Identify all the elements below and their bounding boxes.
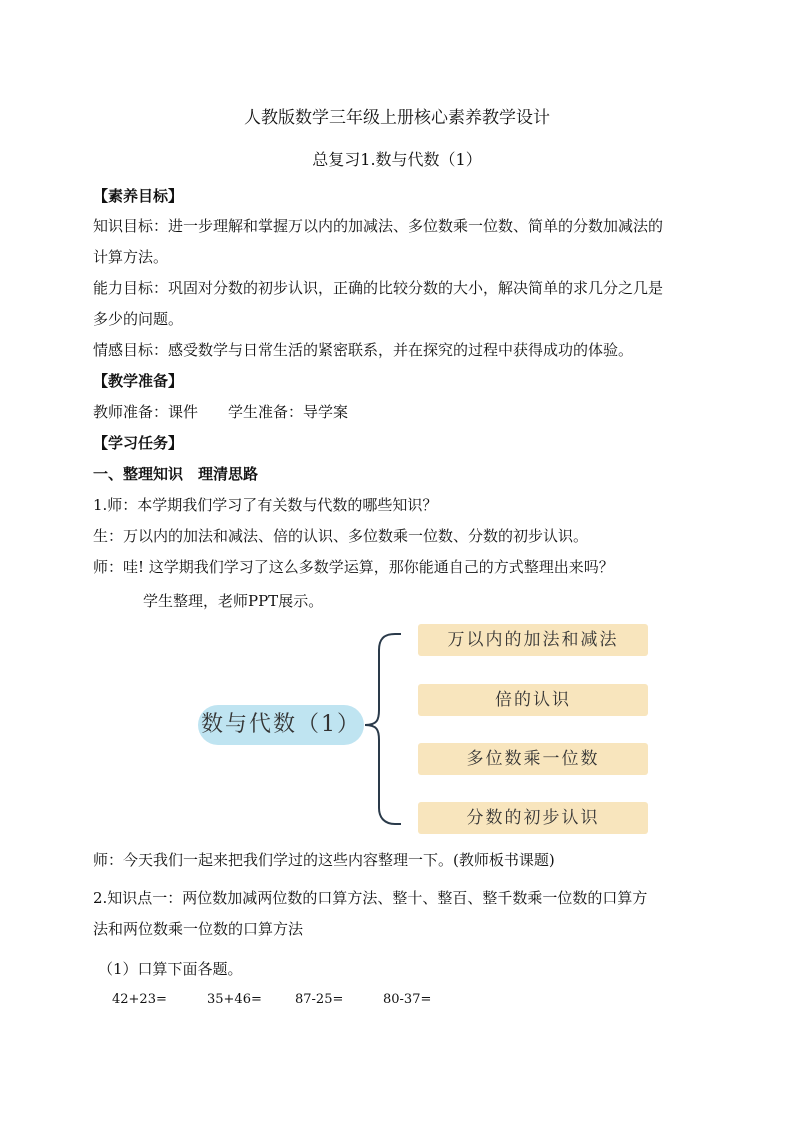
exercise-item: 42+23= bbox=[112, 992, 167, 1007]
student-answer-1: 生：万以内的加法和减法、倍的认识、多位数乘一位数、分数的初步认识。 bbox=[93, 527, 589, 545]
knowledge-point-1-line-1: 2.知识点一：两位数加减两位数的口算方法、整十、整百、整千数乘一位数的口算方 bbox=[93, 889, 648, 907]
knowledge-goal-line-2: 计算方法。 bbox=[93, 248, 169, 266]
prep-text: 教师准备：课件 学生准备：导学案 bbox=[93, 403, 349, 421]
exercise-item: 80-37= bbox=[383, 992, 432, 1007]
part1-heading: 一、整理知识 理清思路 bbox=[93, 465, 259, 483]
mind-map-branch-multiples: 倍的认识 bbox=[418, 684, 648, 716]
exercise-item: 35+46= bbox=[207, 992, 262, 1007]
exercise-item: 87-25= bbox=[295, 992, 344, 1007]
mind-map-branch-addition-subtraction: 万以内的加法和减法 bbox=[418, 624, 648, 656]
mind-map bbox=[195, 620, 655, 840]
ability-goal-line-1: 能力目标：巩固对分数的初步认识，正确的比较分数的大小，解决简单的求几分之几是 bbox=[93, 279, 664, 297]
mind-map-branch-fractions: 分数的初步认识 bbox=[418, 802, 648, 834]
teacher-question-1: 1.师：本学期我们学习了有关数与代数的哪些知识？ bbox=[93, 496, 438, 514]
lesson-title: 总复习1.数与代数（1） bbox=[312, 150, 482, 169]
knowledge-goal-line-1: 知识目标：进一步理解和掌握万以内的加减法、多位数乘一位数、简单的分数加减法的 bbox=[93, 217, 664, 235]
knowledge-point-1-line-2: 法和两位数乘一位数的口算方法 bbox=[93, 920, 304, 938]
prep-heading: 【教学准备】 bbox=[93, 372, 184, 390]
emotion-goal: 情感目标：感受数学与日常生活的紧密联系，并在探究的过程中获得成功的体验。 bbox=[93, 341, 634, 359]
mind-map-center-node: 数与代数（1） bbox=[198, 705, 364, 745]
mind-map-brace bbox=[365, 620, 425, 840]
mind-map-branch-multiplication: 多位数乘一位数 bbox=[418, 743, 648, 775]
tasks-heading: 【学习任务】 bbox=[93, 434, 184, 452]
ability-goal-line-2: 多少的问题。 bbox=[93, 310, 184, 328]
teacher-remark-3: 师：今天我们一起来把我们学过的这些内容整理一下。(教师板书课题) bbox=[93, 851, 555, 869]
document-title: 人教版数学三年级上册核心素养教学设计 bbox=[244, 108, 550, 128]
teacher-remark-1: 师：哇! 这学期我们学习了这么多数学运算，那你能通自己的方式整理出来吗？ bbox=[93, 558, 614, 576]
exercise-heading: （1）口算下面各题。 bbox=[98, 960, 243, 978]
goals-heading: 【素养目标】 bbox=[93, 187, 184, 205]
teacher-remark-2: 学生整理，老师PPT展示。 bbox=[143, 592, 324, 610]
